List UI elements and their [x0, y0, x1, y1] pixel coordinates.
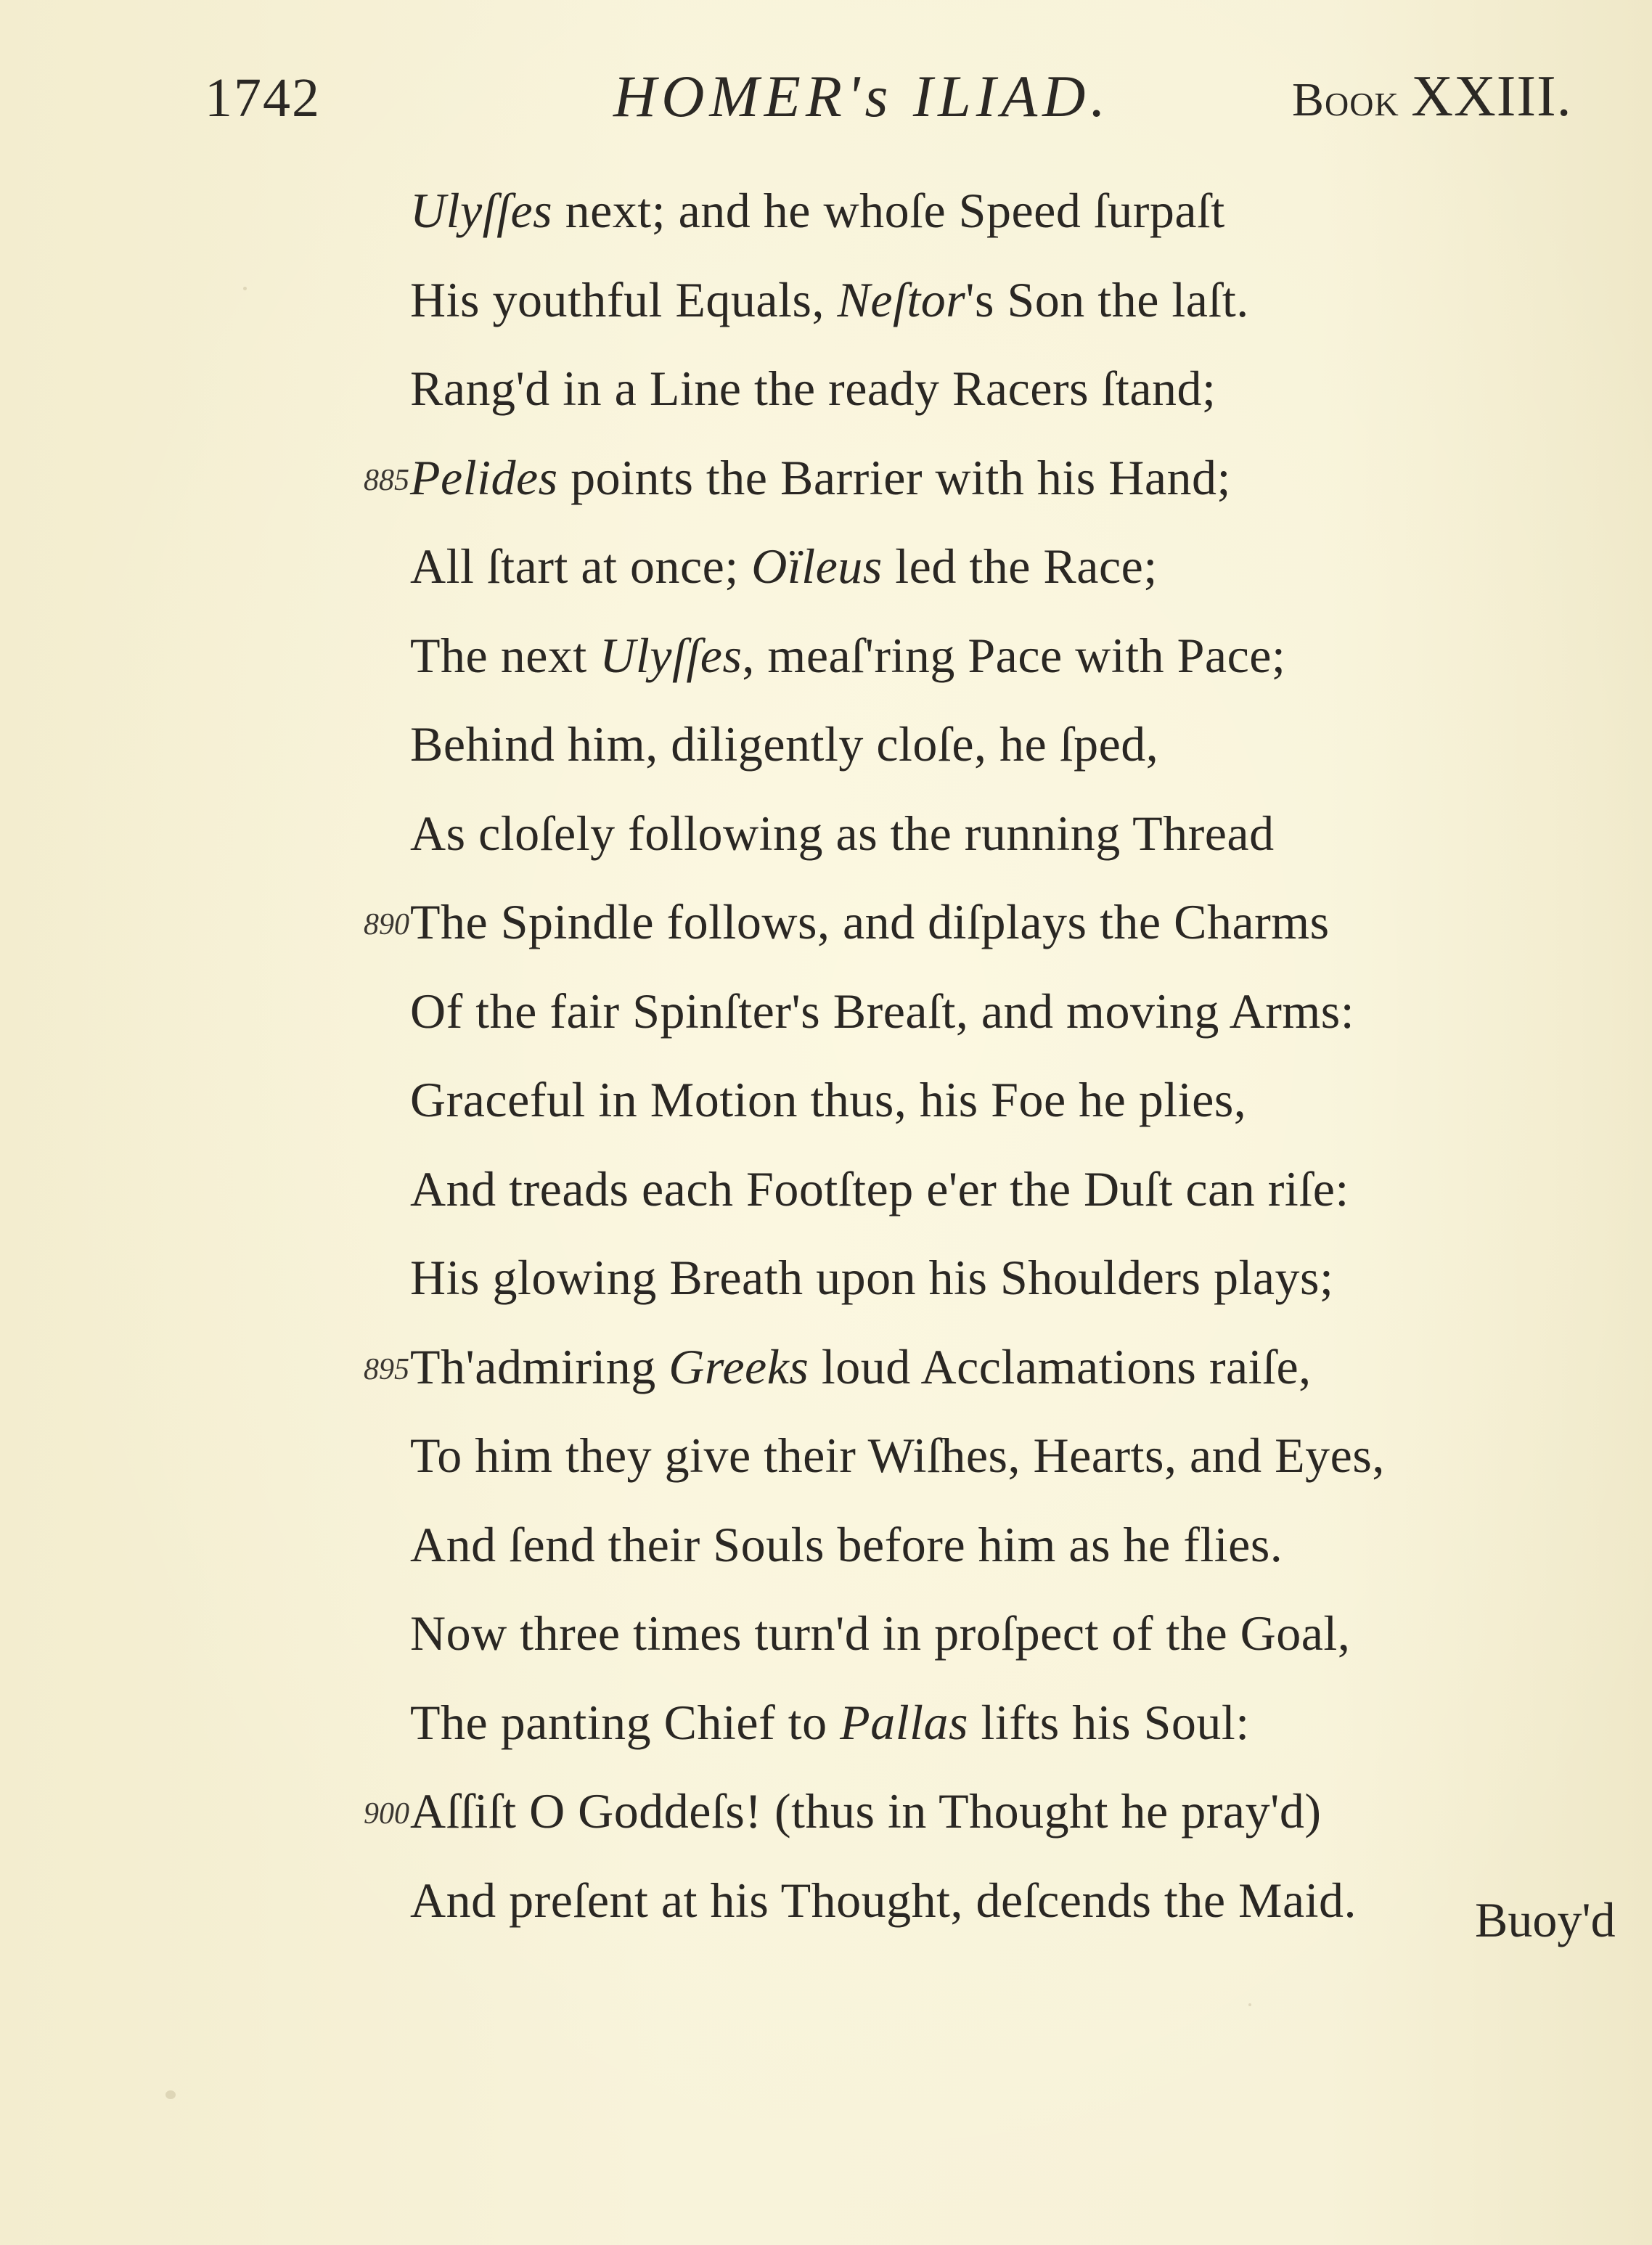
- paper-speck: [165, 2090, 176, 2099]
- running-title: HOMER's ILIAD.: [613, 63, 1111, 129]
- verse-line: [0, 263, 1652, 343]
- italic-name: Greeks: [668, 1338, 809, 1394]
- text-run: loud Acclamations raiſe,: [809, 1338, 1312, 1394]
- verse-line: [0, 1063, 1652, 1143]
- text-run: Behind him, diligently cloſe, he ſped,: [410, 716, 1159, 772]
- verse-text: [410, 1419, 1385, 1492]
- book-label: [1292, 64, 1572, 130]
- line-number: 900: [364, 1797, 409, 1831]
- italic-name: Pallas: [840, 1694, 968, 1750]
- italic-name: Ulyſſes: [410, 183, 553, 238]
- book-number: XXIII.: [1411, 65, 1572, 128]
- verse-line: [0, 797, 1652, 877]
- verse-text: [410, 352, 1216, 425]
- verse-text: [410, 1241, 1333, 1314]
- verse-line: [0, 1508, 1652, 1588]
- verse-text: [410, 1063, 1246, 1136]
- text-run: The next: [410, 627, 600, 683]
- text-run: His youthful Equals,: [410, 271, 838, 327]
- verse-text: [410, 1686, 1250, 1759]
- italic-name: Pelides: [410, 449, 558, 505]
- verse-line: [0, 1775, 1652, 1855]
- verse-line: [0, 619, 1652, 699]
- text-run: Th'admiring: [410, 1338, 669, 1394]
- text-run: And ſend their Souls before him as he flies.: [410, 1516, 1283, 1572]
- text-run: points the Barrier with his Hand;: [557, 449, 1231, 505]
- verse-text: [410, 530, 1158, 602]
- verse-text: [410, 1775, 1321, 1847]
- verse-line: [0, 1597, 1652, 1677]
- verse-text: [410, 174, 1225, 247]
- verse-text: [410, 1330, 1312, 1403]
- line-number: 885: [364, 463, 409, 497]
- text-run: The panting Chief to: [410, 1694, 841, 1750]
- verse-text: [410, 708, 1158, 780]
- text-run: Of the fair Spinſter's Breaſt, and moving Arms:: [410, 983, 1355, 1039]
- verse-line: [0, 441, 1652, 521]
- paper-speck: [1248, 2003, 1251, 2006]
- verse-text: [410, 797, 1275, 870]
- verse-text: [410, 619, 1285, 692]
- text-run: His glowing Breath upon his Shoulders plays;: [410, 1250, 1334, 1305]
- verse-text: [410, 1864, 1357, 1937]
- verse-text: [410, 1597, 1350, 1669]
- verse-line: [0, 174, 1652, 254]
- text-run: , meaſ'ring Pace with Pace;: [742, 627, 1286, 683]
- verse-text: [410, 975, 1354, 1047]
- text-run: lifts his Soul:: [968, 1694, 1250, 1750]
- text-run: Graceful in Motion thus, his Foe he plies,: [410, 1072, 1247, 1127]
- verse-text: [410, 263, 1249, 336]
- verse-line: [0, 352, 1652, 432]
- catchword: Buoy'd: [1475, 1892, 1616, 1947]
- text-run: All ſtart at once;: [410, 539, 752, 594]
- text-run: Aſſiſt O Goddeſs! (thus in Thought he pray'd): [410, 1783, 1322, 1839]
- verse-line: [0, 1864, 1652, 1944]
- verse-line: [0, 530, 1652, 610]
- book-word: Book: [1292, 73, 1399, 126]
- text-run: And preſent at his Thought, deſcends the Maid.: [410, 1872, 1357, 1928]
- verse-line: [0, 1419, 1652, 1499]
- text-run: As cloſely following as the running Thread: [410, 805, 1275, 861]
- verse-text: [410, 886, 1330, 958]
- italic-name: Ulyſſes: [600, 627, 743, 683]
- verse-text: [410, 1508, 1283, 1581]
- text-run: Rang'd in a Line the ready Racers ſtand;: [410, 361, 1216, 416]
- verse-line: [0, 1330, 1652, 1410]
- verse-text: [410, 1153, 1349, 1225]
- text-run: And treads each Footſtep e'er the Duſt can riſe:: [410, 1161, 1349, 1216]
- italic-name: Neſtor: [837, 271, 966, 327]
- text-run: led the Race;: [882, 539, 1158, 594]
- text-run: Now three times turn'd in proſpect of the Goal,: [410, 1606, 1351, 1661]
- verse-line: [0, 708, 1652, 788]
- verse-line: [0, 1686, 1652, 1766]
- text-run: To him they give their Wiſhes, Hearts, and Eyes,: [410, 1428, 1385, 1483]
- verse-text: [410, 441, 1231, 514]
- text-run: The Spindle follows, and diſplays the Charms: [410, 894, 1330, 949]
- italic-name: Oïleus: [751, 539, 883, 594]
- line-number: 890: [364, 908, 409, 941]
- verse-line: [0, 1241, 1652, 1321]
- text-run: 's Son the laſt.: [965, 271, 1249, 327]
- line-number: 895: [364, 1352, 409, 1386]
- verse-line: [0, 975, 1652, 1055]
- page-number: 1742: [205, 68, 321, 128]
- verse-line: [0, 886, 1652, 965]
- text-run: next; and he whoſe Speed ſurpaſt: [552, 183, 1225, 238]
- paper-speck: [243, 287, 247, 290]
- verse-line: [0, 1153, 1652, 1232]
